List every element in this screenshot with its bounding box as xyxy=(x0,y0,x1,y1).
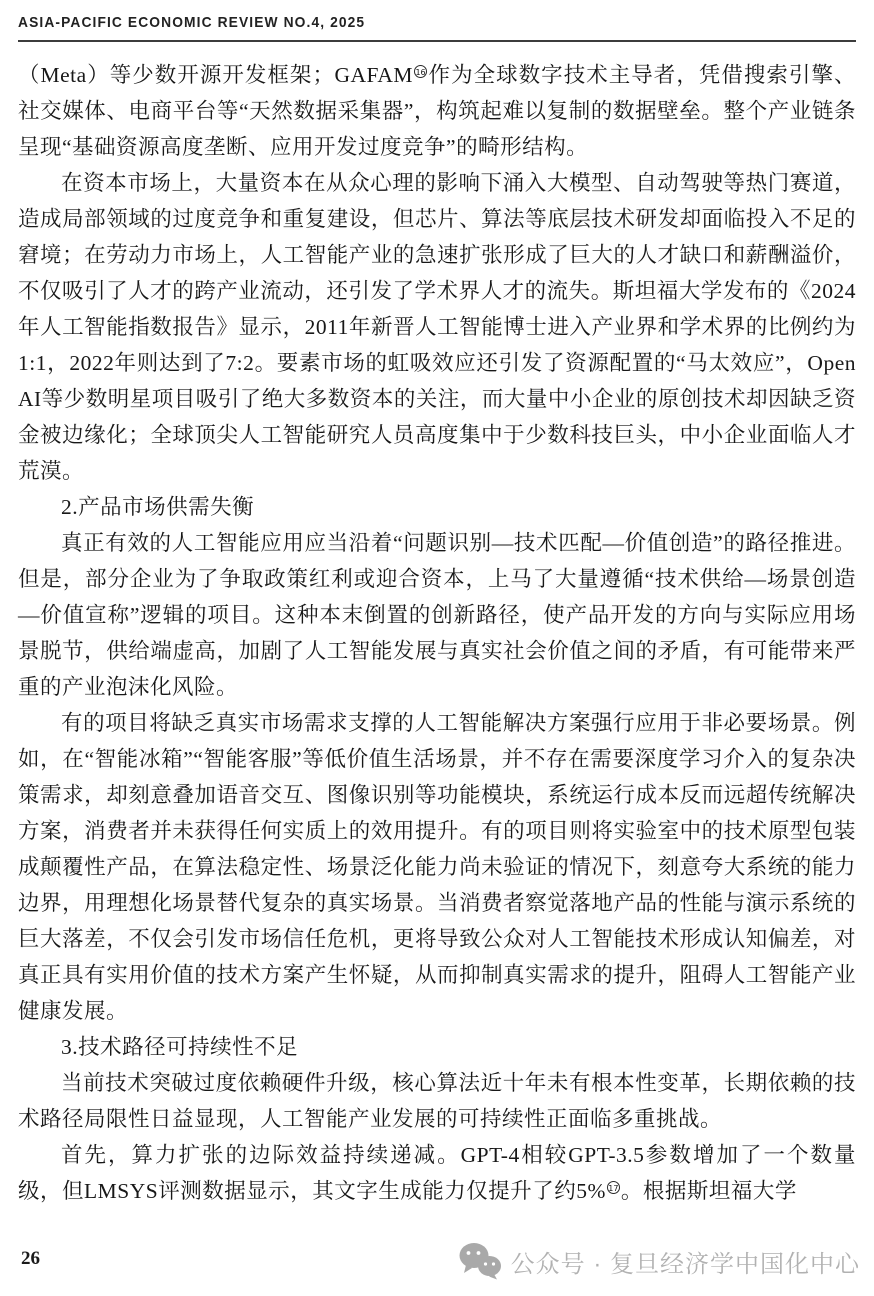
body-paragraphs xyxy=(18,57,856,1209)
wechat-icon xyxy=(458,1242,502,1280)
footnote-marker: 16 xyxy=(414,65,427,78)
section-heading: 3.技术路径可持续性不足 xyxy=(61,1035,299,1059)
paragraph: 当前技术突破过度依赖硬件升级，核心算法近十年未有根本性变革，长期依赖的技术路径局限性日益显现，人工智能产业发展的可持续性正面临多重挑战。 xyxy=(18,1071,856,1131)
paragraph: 首先，算力扩张的边际效益持续递减。GPT-4相较GPT-3.5参数增加了一个数量级，但LMSYS评测数据显示，其文字生成能力仅提升了约5% 17 。根据斯坦福大学 xyxy=(18,1143,856,1203)
paragraph: （Meta）等少数开源开发框架；GAFAM 16 作为全球数字技术主导者，凭借搜索引擎、社交媒体、电商平台等“天然数据采集器”，构筑起难以复制的数据壁垒。整个产业链条呈现“基础资源高度垄断、应用开发过度竞争”的畸形结构。 xyxy=(18,63,856,159)
footnote-marker: 17 xyxy=(607,1181,620,1194)
header-divider xyxy=(18,40,856,42)
paragraph: 有的项目将缺乏真实市场需求支撑的人工智能解决方案强行应用于非必要场景。例如，在“智能冰箱”“智能客服”等低价值生活场景，并不存在需要深度学习介入的复杂决策需求，却刻意叠加语音交互、图像识别等功能模块，系统运行成本反而远超传统解决方案，消费者并未获得任何实质上的效用提升。有的项目则将实验室中的技术原型包装成颠覆性产品，在算法稳定性、场景泛化能力尚未验证的情况下，刻意夸大系统的能力边界，用理想化场景替代复杂的真实场景。当消费者察觉落地产品的性能与演示系统的巨大落差，不仅会引发市场信任危机，更将导致公众对人工智能技术形成认知偏差，对真正具有实用价值的技术方案产生怀疑，从而抑制真实需求的提升，阻碍人工智能产业健康发展。 xyxy=(18,711,856,1023)
watermark xyxy=(458,1242,860,1280)
paragraph: 在资本市场上，大量资本在从众心理的影响下涌入大模型、自动驾驶等热门赛道，造成局部领域的过度竞争和重复建设，但芯片、算法等底层技术研发却面临投入不足的窘境；在劳动力市场上，人工智能产业的急速扩张形成了巨大的人才缺口和薪酬溢价，不仅吸引了人才的跨产业流动，还引发了学术界人才的流失。斯坦福大学发布的《2024年人工智能指数报告》显示，2011年新晋人工智能博士进入产业界和学术界的比例约为1:1，2022年则达到了7:2。要素市场的虹吸效应还引发了资源配置的“马太效应”，Open AI等少数明星项目吸引了绝大多数资本的关注，而大量中小企业的原创技术却因缺乏资金被边缘化；全球顶尖人工智能研究人员高度集中于少数科技巨头，中小企业面临人才荒漠。 xyxy=(18,171,856,483)
page-number: 26 xyxy=(21,1248,40,1269)
watermark-text: 公众号 · 复旦经济学中国化中心 xyxy=(510,1250,860,1278)
paragraph: 真正有效的人工智能应用应当沿着“问题识别—技术匹配—价值创造”的路径推进。但是，部分企业为了争取政策红利或迎合资本，上马了大量遵循“技术供给—场景创造—价值宣称”逻辑的项目。这种本末倒置的创新路径，使产品开发的方向与实际应用场景脱节，供给端虚高，加剧了人工智能发展与真实社会价值之间的矛盾，有可能带来严重的产业泡沫化风险。 xyxy=(18,531,856,699)
journal-header: ASIA-PACIFIC ECONOMIC REVIEW NO.4, 2025 xyxy=(18,14,366,31)
section-heading: 2.产品市场供需失衡 xyxy=(61,495,255,519)
